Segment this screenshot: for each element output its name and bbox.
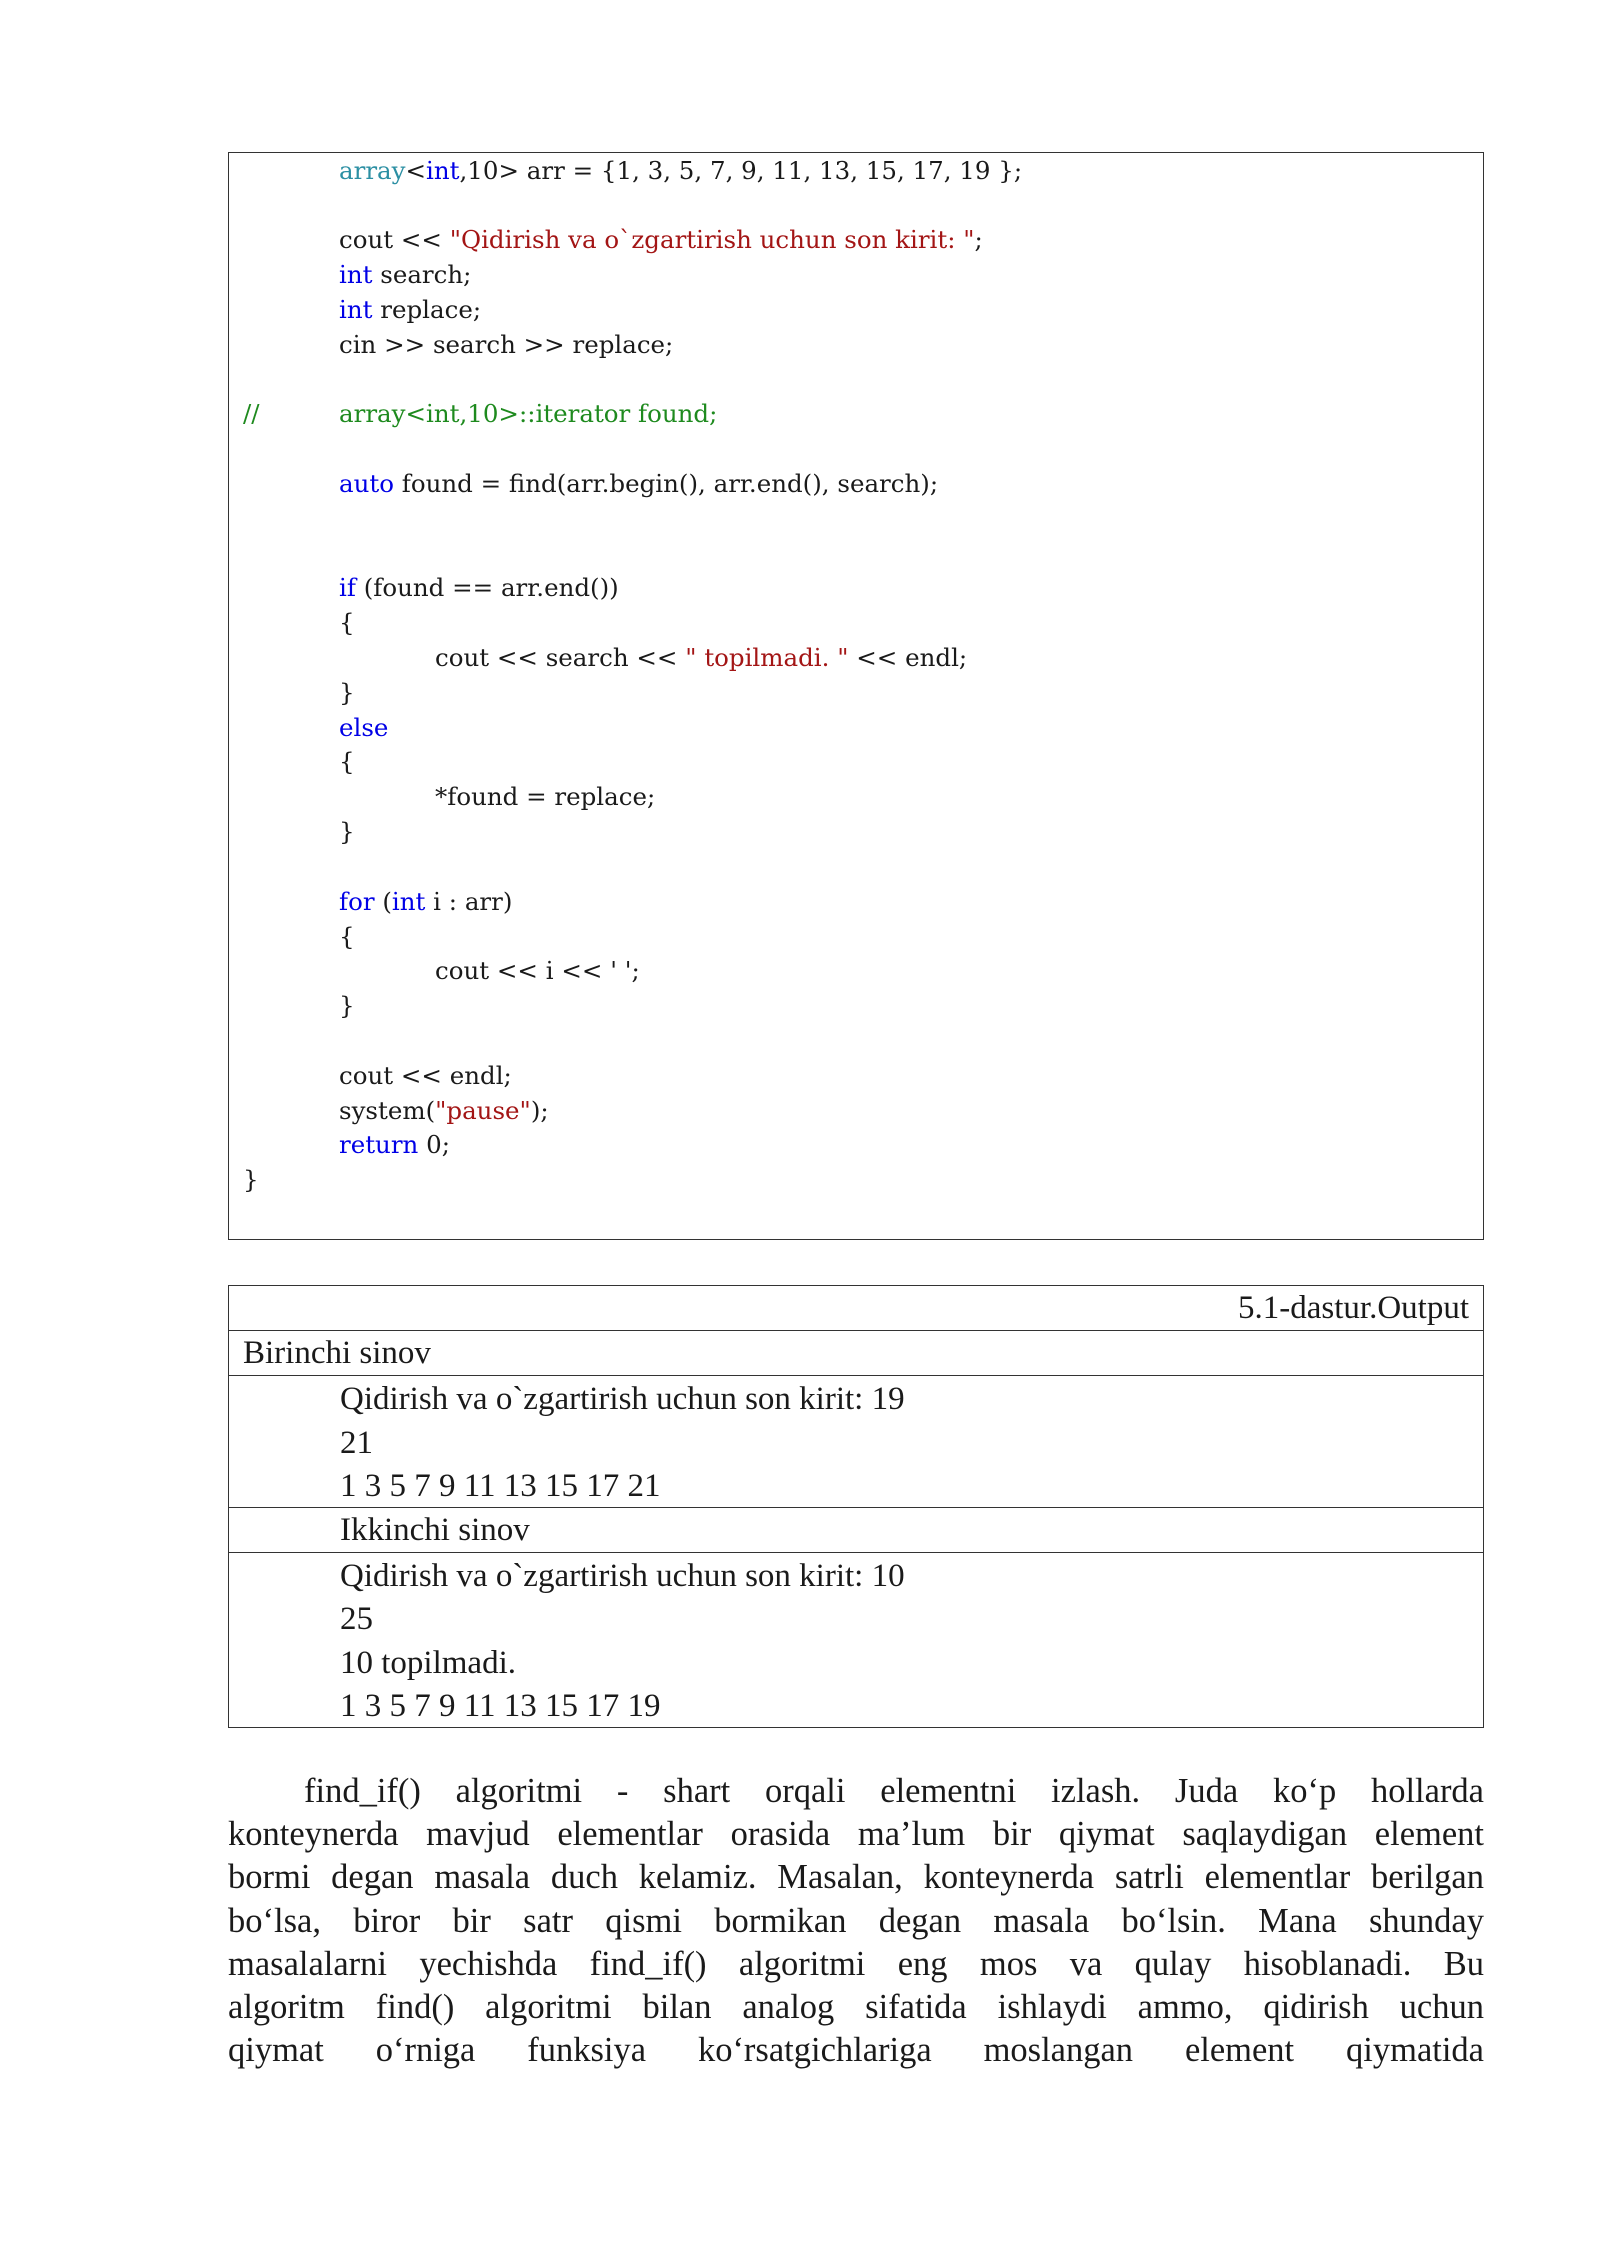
- code-line-cout-prompt: [339, 223, 983, 257]
- code-line-array-decl: [339, 154, 1022, 188]
- code-text: <: [405, 156, 427, 185]
- code-open-brace: {: [339, 747, 355, 776]
- code-line-cout-endl: cout << endl;: [339, 1061, 512, 1090]
- code-keyword: return: [339, 1130, 419, 1159]
- code-line-auto-found: [339, 467, 938, 501]
- code-line-assign: *found = replace;: [435, 782, 656, 811]
- code-text: (found == arr.end()): [355, 573, 619, 602]
- paragraph-line: konteynerda mavjud elementlar orasida ma’lum bir qiymat saqlaydigan element: [228, 1815, 1484, 1854]
- test2-output: [229, 1552, 1484, 1727]
- test1-output-row: [229, 1376, 1484, 1508]
- test1-label-row: [229, 1331, 1484, 1376]
- code-line-cin: cin >> search >> replace;: [339, 330, 674, 359]
- paragraph-line: bormi degan masala duch kelamiz. Masalan, konteynerda satrli elementlar berilgan: [228, 1858, 1484, 1897]
- test1-output: [229, 1376, 1484, 1508]
- output-title-row: [229, 1286, 1484, 1331]
- code-keyword: int: [391, 887, 426, 916]
- paragraph-line: find_if() algoritmi - shart orqali elementni izlash. Juda ko‘p hollarda: [304, 1772, 1484, 1810]
- test2-label: Ikkinchi sinov: [229, 1507, 1484, 1552]
- code-close-brace: }: [339, 678, 355, 707]
- code-open-brace: {: [339, 608, 355, 637]
- code-string: "pause": [435, 1096, 531, 1125]
- code-line-int-replace: [339, 293, 481, 327]
- code-text: ;: [974, 225, 983, 254]
- output-line: 25: [340, 1601, 373, 1637]
- code-keyword: if: [339, 573, 356, 602]
- code-keyword: for: [339, 887, 375, 916]
- output-line: 1 3 5 7 9 11 13 15 17 19: [340, 1688, 661, 1724]
- code-line-return: [339, 1128, 450, 1162]
- code-text: (: [374, 887, 392, 916]
- body-paragraph: [228, 1770, 1484, 2072]
- code-close-brace-main: }: [243, 1165, 259, 1194]
- code-open-brace: {: [339, 922, 355, 951]
- code-text: cout << search <<: [435, 643, 686, 672]
- output-title: 5.1-dastur.Output: [229, 1286, 1484, 1331]
- paragraph-line: masalalarni yechishda find_if() algoritmi eng mos va qulay hisoblanadi. Bu: [228, 1944, 1484, 1983]
- output-line: Qidirish va o`zgartirish uchun son kirit: 19: [340, 1381, 905, 1417]
- code-line-cout-notfound: [435, 641, 967, 675]
- code-text: );: [530, 1096, 549, 1125]
- paragraph-line: algoritm find() algoritmi bilan analog sifatida ishlaydi ammo, qidirish uchun: [228, 1987, 1484, 2026]
- code-keyword: int: [339, 260, 373, 289]
- code-close-brace: }: [339, 817, 355, 846]
- output-line: Qidirish va o`zgartirish uchun son kirit: 10: [340, 1557, 905, 1594]
- paragraph-line: bo‘lsa, biror bir satr qismi bormikan degan masala bo‘lsin. Mana shunday: [228, 1901, 1484, 1940]
- code-keyword: int: [339, 295, 373, 324]
- code-text: system(: [339, 1096, 436, 1125]
- code-line-cout-i: cout << i << ' ';: [435, 956, 640, 985]
- code-close-brace: }: [339, 991, 355, 1020]
- code-text: search;: [372, 260, 472, 289]
- code-keyword: auto: [339, 469, 394, 498]
- code-text: cout <<: [339, 225, 450, 254]
- code-text: replace;: [372, 295, 482, 324]
- code-listing: [228, 152, 1484, 1240]
- test2-output-row: [229, 1552, 1484, 1727]
- code-string: "Qidirish va o`zgartirish uchun son kirit: ": [449, 225, 975, 254]
- paragraph-line: qiymat o‘rniga funksiya ko‘rsatgichlariga moslangan element qiymatida: [228, 2031, 1484, 2070]
- output-table: [228, 1285, 1484, 1728]
- code-line-else: else: [339, 713, 389, 742]
- code-comment-text: array<int,10>::iterator found;: [339, 399, 718, 428]
- output-line: 21: [340, 1424, 373, 1461]
- test2-label-row: [229, 1507, 1484, 1552]
- code-line-if: [339, 571, 619, 605]
- code-text: << endl;: [848, 643, 968, 672]
- code-line-int-search: [339, 258, 471, 292]
- code-text: 0;: [418, 1130, 450, 1159]
- code-line-system: [339, 1094, 549, 1128]
- code-string: " topilmadi. ": [685, 643, 849, 672]
- output-line: 1 3 5 7 9 11 13 15 17 21: [340, 1468, 661, 1504]
- output-line: 10 topilmadi.: [340, 1644, 516, 1681]
- code-text: i : arr): [425, 887, 513, 916]
- code-comment-mark: //: [243, 399, 260, 428]
- code-text: ,10> arr = {1, 3, 5, 7, 9, 11, 13, 15, 17, 19 };: [459, 156, 1023, 185]
- code-keyword: int: [426, 156, 460, 185]
- code-text: found = find(arr.begin(), arr.end(), search);: [393, 469, 939, 498]
- code-type-token: array: [339, 156, 406, 185]
- code-line-for: [339, 885, 512, 919]
- test1-label: Birinchi sinov: [229, 1331, 1484, 1376]
